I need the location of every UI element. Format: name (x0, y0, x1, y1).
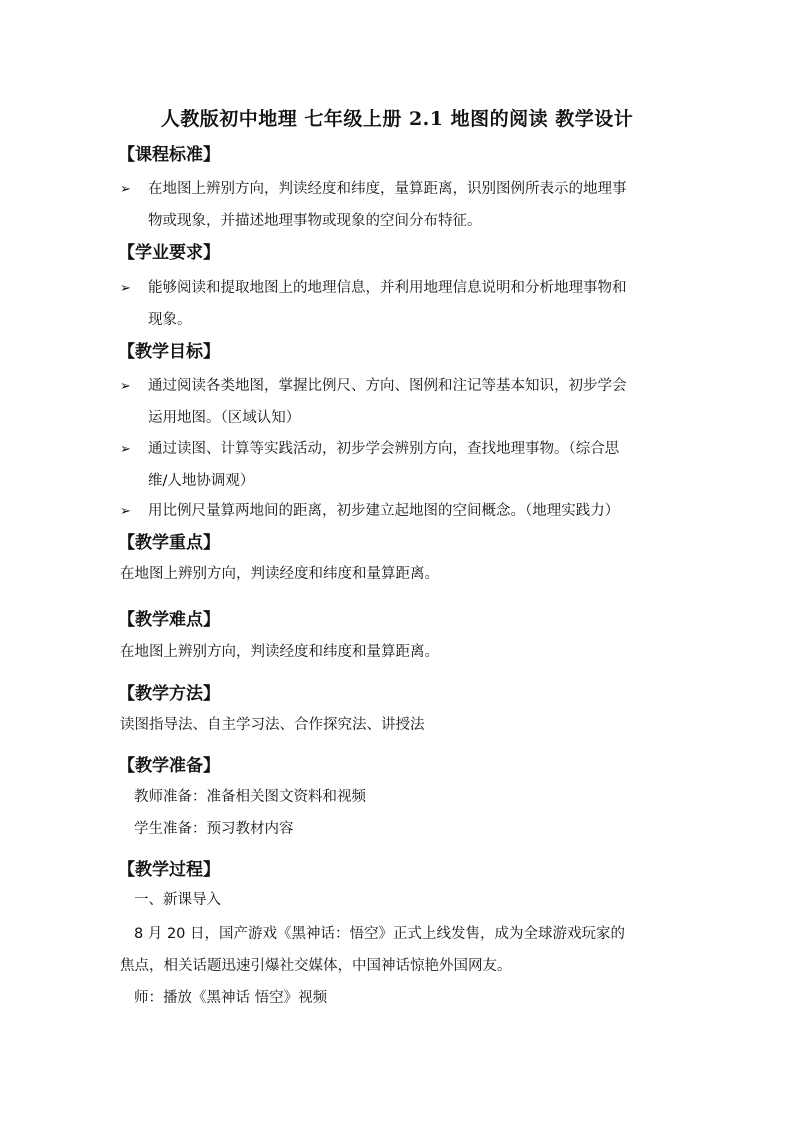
teacher-preparation-text: 教师准备：准备相关图文资料和视频 (134, 789, 366, 805)
section-heading-requirement: 【学业要求】 (118, 243, 220, 263)
bullet-text-line2: 运用地图。（区域认知） (148, 410, 301, 426)
section-heading-key-points: 【教学重点】 (118, 533, 220, 553)
objectives-bullet-2 (148, 433, 678, 497)
section-heading-preparation: 【教学准备】 (118, 756, 220, 776)
bullet-text-line1: 通过阅读各类地图，掌握比例尺、方向、图例和注记等基本知识，初步学会 (148, 378, 627, 394)
objectives-bullet-3 (148, 495, 678, 527)
bullet-arrow-icon: ➢ (120, 442, 131, 457)
section-heading-difficulties: 【教学难点】 (118, 610, 220, 630)
bullet-arrow-icon: ➢ (120, 379, 131, 394)
objectives-bullet-1 (148, 370, 678, 434)
student-preparation-text: 学生准备：预习教材内容 (134, 821, 294, 837)
bullet-text-line1: 通过读图、计算等实践活动，初步学会辨别方向，查找地理事物。（综合思 (148, 441, 620, 457)
bullet-text-line1: 用比例尺量算两地间的距离，初步建立起地图的空间概念。（地理实践力） (148, 503, 620, 519)
requirement-bullet-1 (148, 272, 678, 336)
bullet-text-line1: 在地图上辨别方向，判读经度和纬度，量算距离，识别图例所表示的地理事 (148, 181, 627, 197)
section-heading-standard: 【课程标准】 (118, 145, 220, 165)
process-step-1: 一、新课导入 (134, 892, 221, 908)
methods-text: 读图指导法、自主学习法、合作探究法、讲授法 (120, 717, 425, 733)
bullet-text-line1: 能够阅读和提取地图上的地理信息，并利用地理信息说明和分析地理事物和 (148, 280, 627, 296)
section-heading-objectives: 【教学目标】 (118, 342, 220, 362)
process-teacher-line: 师：播放《黑神话 悟空》视频 (134, 990, 328, 1006)
section-heading-methods: 【教学方法】 (118, 684, 220, 704)
document-title: 人教版初中地理 七年级上册 2.1 地图的阅读 教学设计 (160, 108, 634, 130)
bullet-text-line2: 现象。 (148, 312, 192, 328)
bullet-arrow-icon: ➢ (120, 281, 131, 296)
standard-bullet-1 (148, 173, 678, 237)
bullet-text-line2: 物或现象，并描述地理事物或现象的空间分布特征。 (148, 213, 482, 229)
key-points-text: 在地图上辨别方向，判读经度和纬度和量算距离。 (120, 566, 439, 582)
process-paragraph-line1: 8 月 20 日，国产游戏《黑神话：悟空》正式上线发售，成为全球游戏玩家的 (134, 926, 626, 942)
process-paragraph-line2: 焦点，相关话题迅速引爆社交媒体，中国神话惊艳外国网友。 (120, 958, 512, 974)
section-heading-process: 【教学过程】 (118, 860, 220, 880)
bullet-text-line2: 维/人地协调观） (148, 473, 255, 489)
bullet-arrow-icon: ➢ (120, 182, 131, 197)
bullet-arrow-icon: ➢ (120, 504, 131, 519)
difficulties-text: 在地图上辨别方向，判读经度和纬度和量算距离。 (120, 644, 439, 660)
